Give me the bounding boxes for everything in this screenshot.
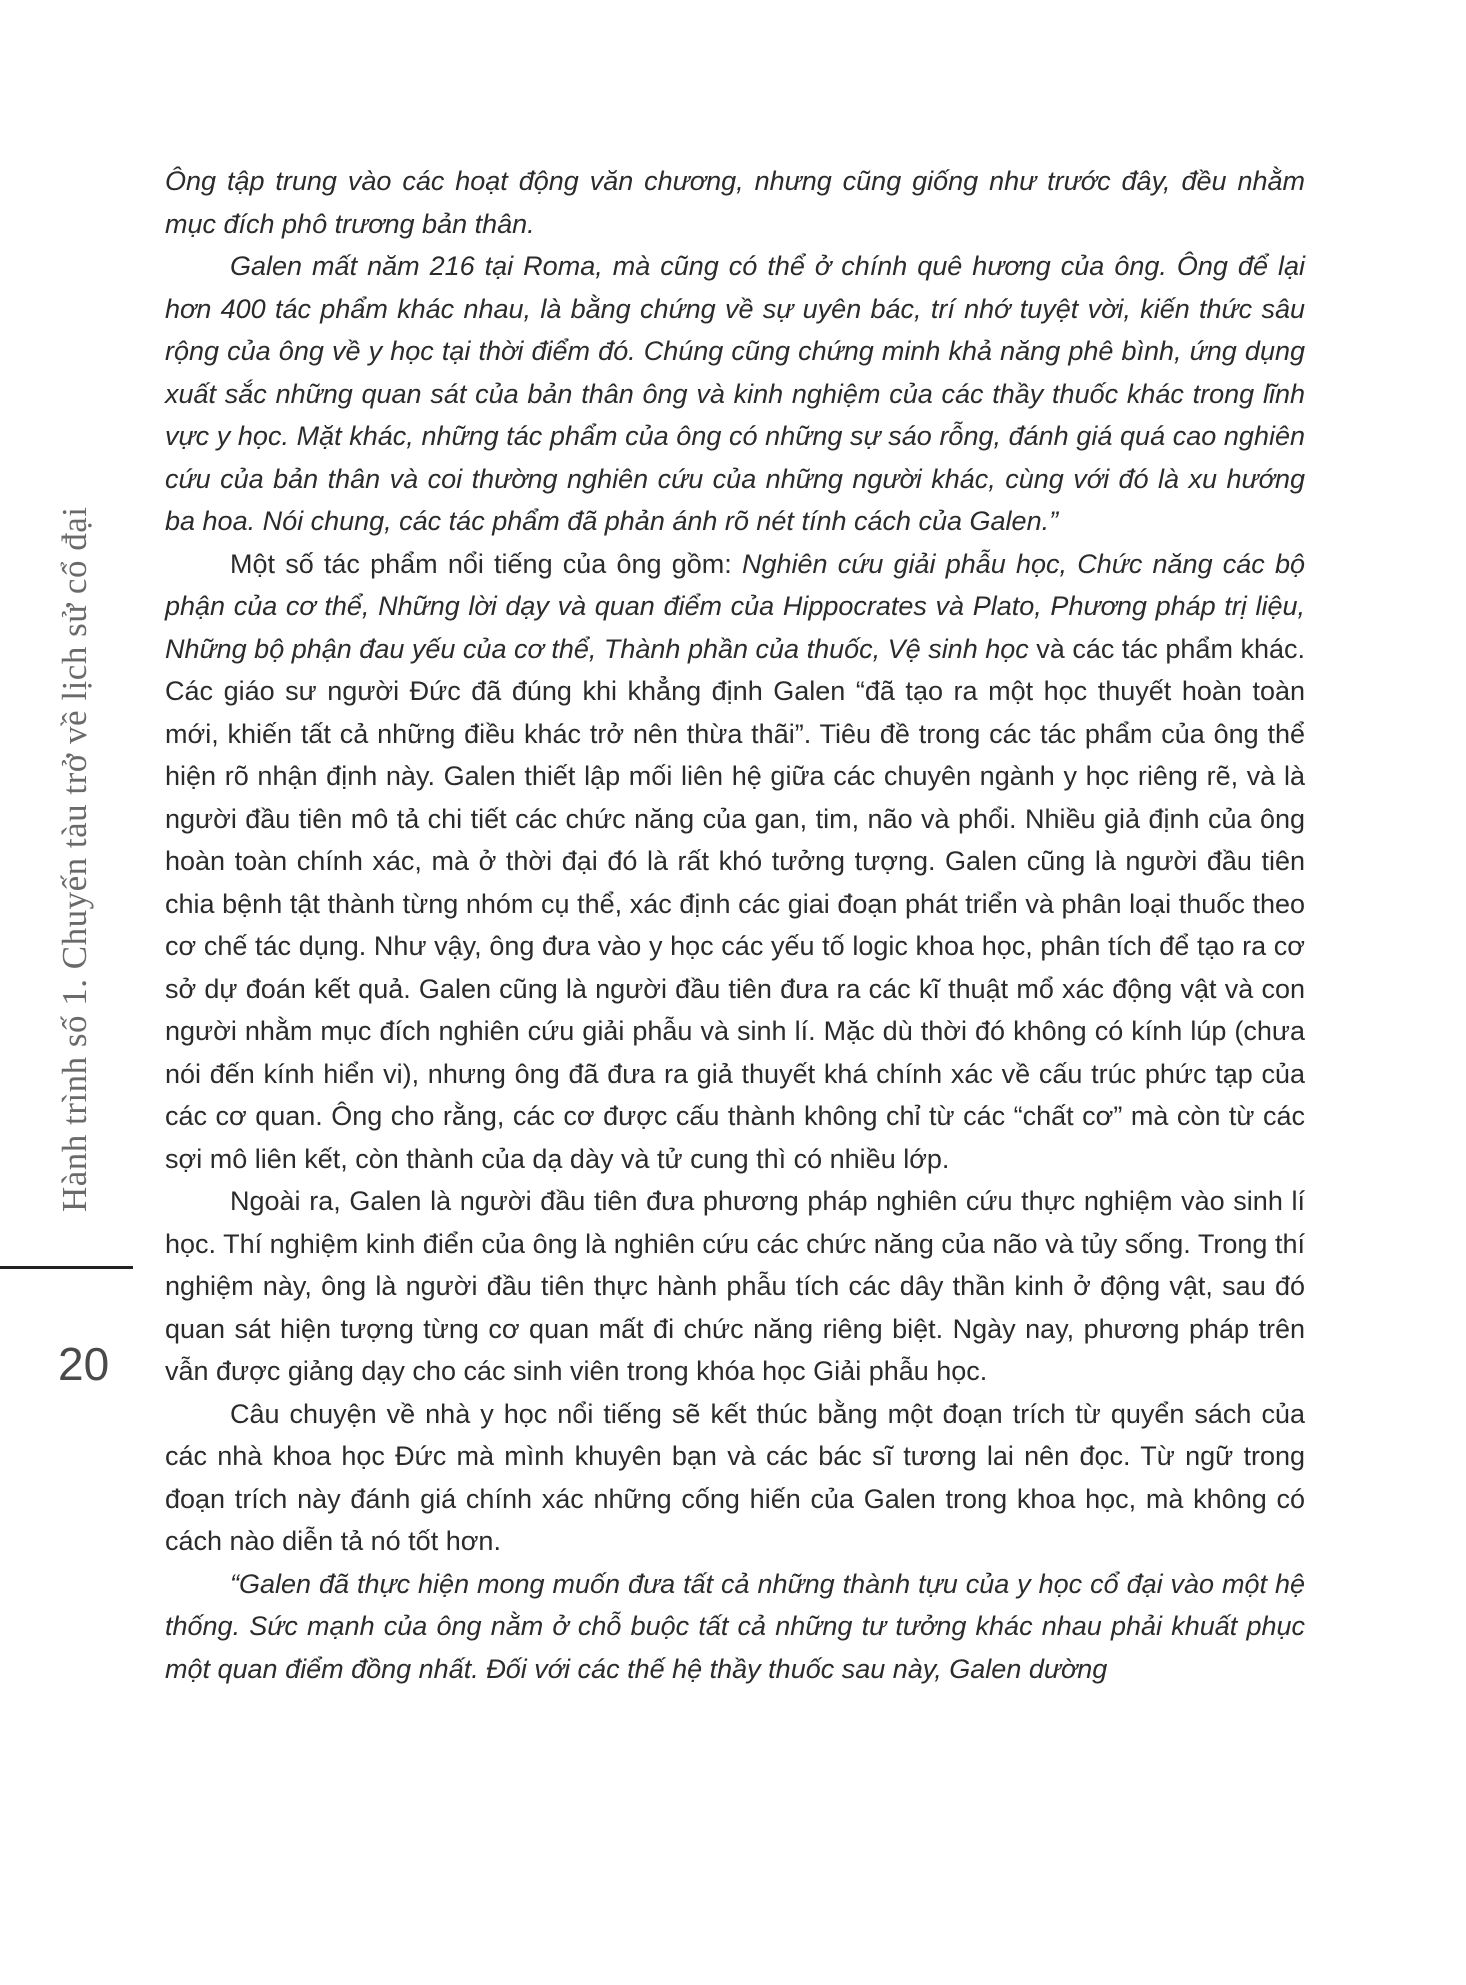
paragraph-2: Galen mất năm 216 tại Roma, mà cũng có thể ở chính quê hương của ông. Ông để lại hơn 400 tác phẩm khác nhau, là bằng chứng về sự uyên bác, trí nhớ tuyệt vời, kiến thức sâu rộng của ông về y học tại thời điểm đó. Chúng cũng chứng minh khả năng phê bình, ứng dụng xuất sắc những quan sát của bản thân ông và kinh nghiệm của các thầy thuốc khác trong lĩnh vực y học. Mặt khác, những tác phẩm của ông có những sự sáo rỗng, đánh giá quá cao nghiên cứu của bản thân và coi thường nghiên cứu của những người khác, cùng với đó là xu hướng ba hoa. Nói chung, các tác phẩm đã phản ánh rõ nét tính cách của Galen.” (165, 251, 1305, 536)
running-title: Hành trình số 1. Chuyến tàu trở về lịch sử cổ đại (55, 506, 94, 1212)
works-list: Nghiên cứu giải phẫu học, Chức năng các bộ phận của cơ thể, Những lời dạy và quan điểm của Hippocrates và Plato, Phương pháp trị liệu, Những bộ phận đau yếu của cơ thể, Thành phần của thuốc, Vệ sinh học (165, 548, 1305, 664)
quote-paragraph: “Galen đã thực hiện mong muốn đưa tất cả những thành tựu của y học cổ đại vào một hệ thống. Sức mạnh của ông nằm ở chỗ buộc tất cả những tư tưởng khác nhau phải khuất phục một quan điểm đồng nhất. Đối với các thế hệ thầy thuốc sau này, Galen dường (165, 1568, 1305, 1684)
page-number: 20 (58, 1338, 110, 1390)
margin-divider (0, 1266, 133, 1269)
paragraph-4: Ngoài ra, Galen là người đầu tiên đưa phương pháp nghiên cứu thực nghiệm vào sinh lí học. Thí nghiệm kinh điển của ông là nghiên cứu các chức năng của não và tủy sống. Trong thí nghiệm này, ông là người đầu tiên thực hành phẫu tích các dây thần kinh ở động vật, sau đó quan sát hiện tượng từng cơ quan mất đi chức năng riêng biệt. Ngày nay, phương pháp trên vẫn được giảng dạy cho các sinh viên trong khóa học Giải phẫu học. (165, 1186, 1305, 1386)
paragraph-3-rest: và các tác phẩm khác. Các giáo sư người Đức đã đúng khi khẳng định Galen “đã tạo ra một học thuyết hoàn toàn mới, khiến tất cả những điều khác trở nên thừa thãi”. Tiêu đề trong các tác phẩm của ông thể hiện rõ nhận định này. Galen thiết lập mối liên hệ giữa các chuyên ngành y học riêng rẽ, và là người đầu tiên mô tả chi tiết các chức năng của gan, tim, não và phổi. Nhiều giả định của ông hoàn toàn chính xác, mà ở thời đại đó là rất khó tưởng tượng. Galen cũng là người đầu tiên chia bệnh tật thành từng nhóm cụ thể, xác định các giai đoạn phát triển và phân loại thuốc theo cơ chế tác dụng. Như vậy, ông đưa vào y học các yếu tố logic khoa học, phân tích để tạo ra cơ sở dự đoán kết quả. Galen cũng là người đầu tiên đưa ra các kĩ thuật mổ xác động vật và con người nhằm mục đích nghiên cứu giải phẫu và sinh lí. Mặc dù thời đó không có kính lúp (chưa nói đến kính hiển vi), nhưng ông đã đưa ra giả thuyết khá chính xác về cấu trúc phức tạp của các cơ quan. Ông cho rằng, các cơ được cấu thành không chỉ từ các “chất cơ” mà còn từ các sợi mô liên kết, còn thành của dạ dày và tử cung thì có nhiều lớp. (165, 633, 1305, 1174)
paragraph-3-intro: Một số tác phẩm nổi tiếng của ông gồm: (230, 548, 742, 579)
paragraph-1: Ông tập trung vào các hoạt động văn chương, nhưng cũng giống như trước đây, đều nhằm mục đích phô trương bản thân. (165, 166, 1305, 239)
paragraph-5: Câu chuyện về nhà y học nổi tiếng sẽ kết thúc bằng một đoạn trích từ quyển sách của các nhà khoa học Đức mà mình khuyên bạn và các bác sĩ tương lai nên đọc. Từ ngữ trong đoạn trích này đánh giá chính xác những cống hiến của Galen trong khoa học, mà không có cách nào diễn tả nó tốt hơn. (165, 1398, 1305, 1556)
body-text (165, 160, 1305, 1690)
paragraph-3 (165, 543, 1305, 1181)
